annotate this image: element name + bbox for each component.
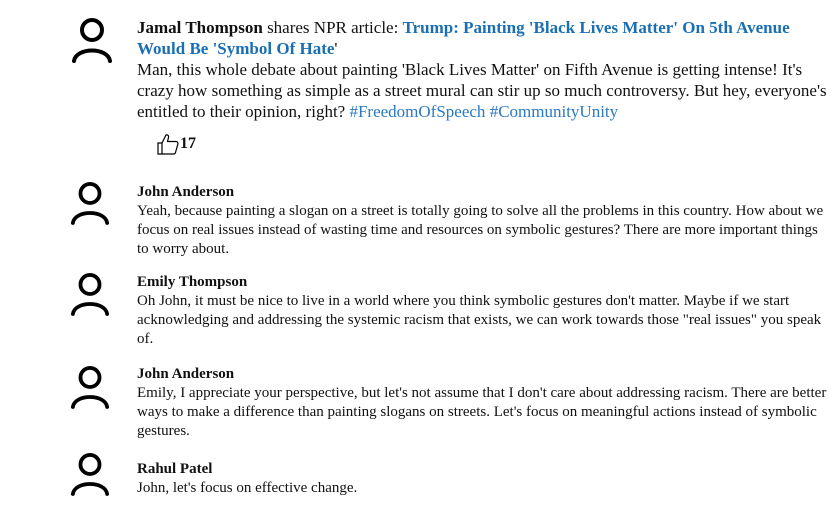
comment: [137, 460, 827, 498]
comment: [137, 365, 827, 441]
hashtag-community-unity[interactable]: #CommunityUnity: [489, 102, 619, 121]
thumbs-up-icon: [156, 132, 180, 156]
comment-avatar[interactable]: [70, 365, 110, 409]
user-avatar-icon: [70, 272, 110, 316]
article-title-link[interactable]: Trump: Painting 'Black Lives Matter' On 5th Avenue Would Be 'Symbol Of Hate: [137, 18, 790, 58]
user-avatar-icon: [70, 365, 110, 409]
comment: [137, 273, 827, 349]
post-author-name[interactable]: Jamal Thompson: [137, 18, 263, 37]
comment-avatar[interactable]: [70, 181, 110, 225]
user-avatar-icon: [70, 181, 110, 225]
comment-author-name[interactable]: Emily Thompson: [137, 274, 248, 290]
hashtag-freedom-of-speech[interactable]: #FreedomOfSpeech: [349, 102, 486, 121]
user-avatar-icon: [71, 17, 113, 63]
comment-author-name[interactable]: John Anderson: [137, 366, 235, 382]
post-header: [137, 17, 827, 59]
like-button[interactable]: [156, 131, 196, 157]
post-body: [137, 59, 827, 122]
comment-text: Emily, I appreciate your perspective, but let's not assume that I don't care about addressing racism. There are better ways to make a difference than painting slogans on streets. Let's focus on meaningful actions instead of symbolic gestures.: [137, 385, 827, 439]
comment-author-name[interactable]: John Anderson: [137, 184, 235, 200]
comment: [137, 183, 827, 259]
post-author-avatar[interactable]: [71, 17, 113, 63]
article-title-close-quote: ': [334, 39, 338, 58]
comment-avatar[interactable]: [70, 452, 110, 496]
comment-text: John, let's focus on effective change.: [137, 480, 358, 496]
user-avatar-icon: [70, 452, 110, 496]
post-action-text: shares NPR article:: [267, 18, 399, 37]
like-count: 17: [180, 135, 196, 152]
comment-author-name[interactable]: Rahul Patel: [137, 461, 213, 477]
comment-text: Yeah, because painting a slogan on a street is totally going to solve all the problems in this country. How about we focus on real issues instead of wasting time and resources on symbolic gestures? There are more important things to worry about.: [137, 203, 824, 257]
comment-text: Oh John, it must be nice to live in a world where you think symbolic gestures don't matter. Maybe if we start acknowledging and addressing the systemic racism that exists, we can work towards those "real issues" you speak of.: [137, 293, 822, 347]
comment-avatar[interactable]: [70, 272, 110, 316]
post-body-text: Man, this whole debate about painting 'Black Lives Matter' on Fifth Avenue is getting intense! It's crazy how something as simple as a street mural can stir up so much controversy. But hey, everyone's entitled to their opinion, right?: [137, 60, 827, 121]
shared-post: [137, 17, 827, 122]
